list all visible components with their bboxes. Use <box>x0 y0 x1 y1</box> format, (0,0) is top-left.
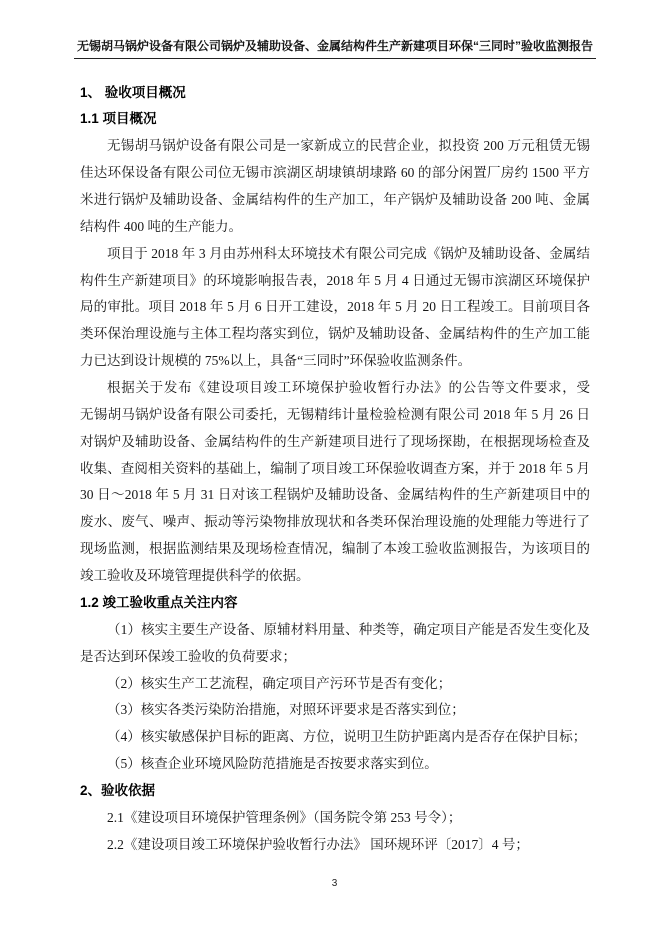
paragraph-line: 佳达环保设备有限公司位无锡市滨湖区胡埭镇胡埭路 60 的部分闲置厂房约 1500 平方 <box>80 165 590 181</box>
list-item <box>80 617 590 671</box>
list-item <box>80 751 590 778</box>
paragraph-line: 无锡胡马锅炉设备有限公司是一家新成立的民营企业，拟投资 200 万元租赁无锡 <box>107 138 590 154</box>
basis-item: 2.1《建设项目环境保护管理条例》（国务院令第 253 号令）； <box>107 809 462 825</box>
list-item <box>80 671 590 698</box>
paragraph-2 <box>80 241 590 375</box>
list-item-line: （4）核实敏感保护目标的距离、方位，说明卫生防护距离内是否存在保护目标； <box>107 729 587 745</box>
paragraph-line: 废水、废气、噪声、振动等污染物排放现状和各类环保治理设施的处理能力等进行了 <box>80 514 590 530</box>
paragraph-line: 无锡胡马锅炉设备有限公司委托，无锡精纬计量检验检测有限公司 2018 年 5 月 26 日 <box>80 406 590 422</box>
document-body <box>80 80 590 859</box>
header-rule <box>74 58 596 59</box>
paragraph-1 <box>80 133 590 240</box>
paragraph-line: 收集、查阅相关资料的基础上，编制了项目竣工环保验收调查方案，并于 2018 年 5 月 <box>80 460 590 476</box>
paragraph-line: 米进行锅炉及辅助设备、金属结构件的生产加工，年产锅炉及辅助设备 200 吨、金属 <box>80 192 590 208</box>
paragraph-line: 现场监测，根据监测结果及现场检查情况，编制了本竣工验收监测报告，为该项目的 <box>80 541 590 557</box>
section-heading-2: 2、验收依据 <box>80 782 156 798</box>
list-item <box>80 724 590 751</box>
list-item-line: （2）核实生产工艺流程，确定项目产污环节是否有变化； <box>107 675 452 691</box>
paragraph-line: 结构件 400 吨的生产能力。 <box>80 218 242 234</box>
paragraph-line: 构件生产新建项目》的环境影响报告表，2018 年 5 月 4 日通过无锡市滨湖区环境保护 <box>80 272 590 288</box>
section-heading-1: 1、 验收项目概况 <box>80 84 186 100</box>
paragraph-3 <box>80 375 590 590</box>
list-item-line: （1）核实主要生产设备、原辅材料用量、种类等，确定项目产能是否发生变化及 <box>107 621 590 637</box>
list-item-line: 是否达到环保竣工验收的负荷要求； <box>80 648 296 664</box>
basis-item: 2.2《建设项目竣工环境保护验收暂行办法》 国环规环评〔2017〕4 号； <box>107 836 529 852</box>
paragraph-line: 对锅炉及辅助设备、金属结构件的生产新建项目进行了现场探勘，在根据现场检查及 <box>80 433 590 449</box>
running-header: 无锡胡马锅炉设备有限公司锅炉及辅助设备、金属结构件生产新建项目环保“三同时”验收监测报告 <box>76 39 593 53</box>
list-item-line: （5）核查企业环境风险防范措施是否按要求落实到位。 <box>107 756 438 772</box>
page-number: 3 <box>331 878 338 889</box>
basis-list <box>80 805 590 859</box>
paragraph-line: 类环保治理设施与主体工程均落实到位，锅炉及辅助设备、金属结构件的生产加工能 <box>80 326 590 342</box>
paragraph-line: 项目于 2018 年 3 月由苏州科太环境技术有限公司完成《锅炉及辅助设备、金属结 <box>107 245 590 261</box>
subsection-heading-1-1: 1.1 项目概况 <box>80 111 157 127</box>
list-item <box>80 697 590 724</box>
list-item-line: （3）核实各类污染防治措施，对照环评要求是否落实到位； <box>107 702 465 718</box>
paragraph-line: 根据关于发布《建设项目竣工环境保护验收暂行办法》的公告等文件要求，受 <box>107 380 590 396</box>
paragraph-line: 30 日～2018 年 5 月 31 日对该工程锅炉及辅助设备、金属结构件的生产新建项目中的 <box>80 487 590 503</box>
focus-list <box>80 617 590 778</box>
paragraph-line: 力已达到设计规模的 75%以上，具备“三同时”环保验收监测条件。 <box>80 353 472 369</box>
paragraph-line: 局的审批。项目 2018 年 5 月 6 日开工建设，2018 年 5 月 20 日工程竣工。目前项目各 <box>80 299 590 315</box>
paragraph-line: 竣工验收及环境管理提供科学的依据。 <box>80 568 310 584</box>
subsection-heading-1-2: 1.2 竣工验收重点关注内容 <box>80 594 238 610</box>
